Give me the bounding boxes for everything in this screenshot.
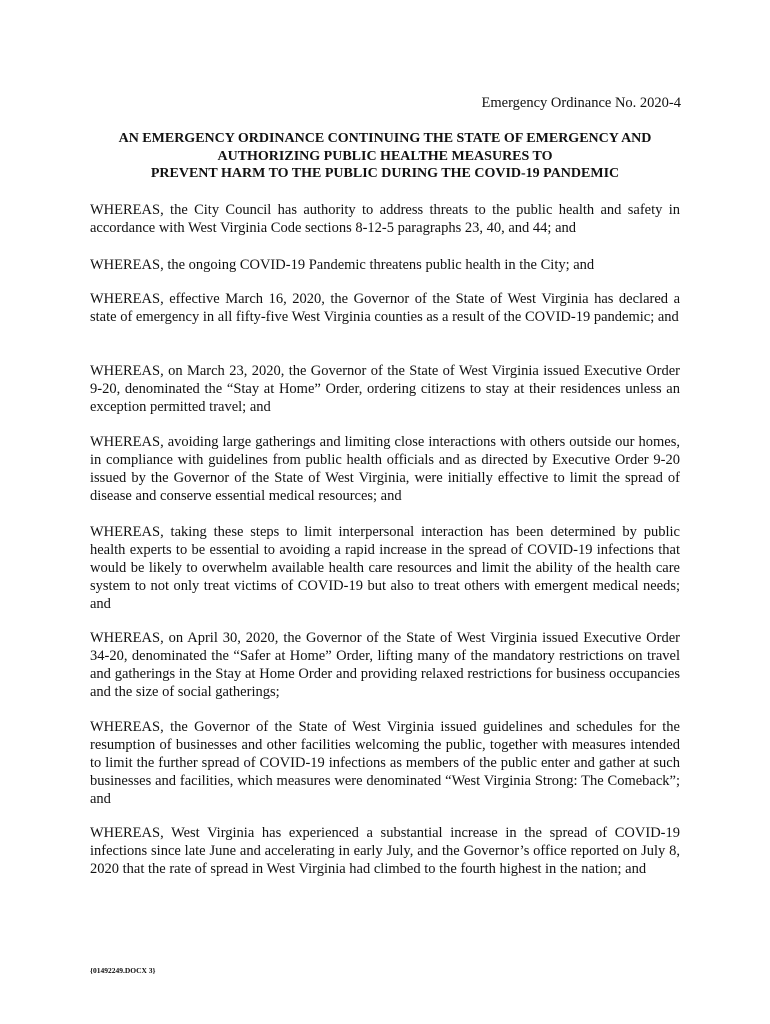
whereas-paragraph-5: WHEREAS, avoiding large gatherings and limiting close interactions with others outside our homes, in compliance with guidelines from public health officials and as directed by Executive Order 9-20 issued by the Governor of the State of West Virginia, were initially effective to limit the spread of disease and conserve essential medical resources; and xyxy=(90,434,680,504)
title-line-3: PREVENT HARM TO THE PUBLIC DURING THE COVID-19 PANDEMIC xyxy=(150,166,620,181)
whereas-paragraph-6: WHEREAS, taking these steps to limit interpersonal interaction has been determined by public health experts to be essential to avoiding a rapid increase in the spread of COVID-19 infections that would be likely to overwhelm available health care resources and limit the ability of the health care system to not only treat victims of COVID-19 but also to treat others with emergent medical needs; and xyxy=(90,524,680,612)
ordinance-number: Emergency Ordinance No. 2020-4 xyxy=(481,95,681,111)
whereas-paragraph-4: WHEREAS, on March 23, 2020, the Governor of the State of West Virginia issued Executive Order 9-20, denominated the “Stay at Home” Order, ordering citizens to stay at their residences unless an exception permitted travel; and xyxy=(90,363,680,415)
whereas-paragraph-1: WHEREAS, the City Council has authority to address threats to the public health and safety in accordance with West Virginia Code sections 8-12-5 paragraphs 23, 40, and 44; and xyxy=(90,202,680,236)
whereas-paragraph-8: WHEREAS, the Governor of the State of West Virginia issued guidelines and schedules for the resumption of businesses and other facilities welcoming the public, together with measures intended to limit the further spread of COVID-19 infections as members of the public enter and gather at such businesses and facilities, which measures were denominated “West Virginia Strong: The Comeback”; and xyxy=(90,719,680,807)
whereas-paragraph-2: WHEREAS, the ongoing COVID-19 Pandemic threatens public health in the City; and xyxy=(90,257,595,273)
ordinance-title xyxy=(90,130,680,183)
whereas-paragraph-3: WHEREAS, effective March 16, 2020, the Governor of the State of West Virginia has declared a state of emergency in all fifty-five West Virginia counties as a result of the COVID-19 pandemic; and xyxy=(90,291,680,325)
title-line-1: AN EMERGENCY ORDINANCE CONTINUING THE STATE OF EMERGENCY AND xyxy=(118,131,652,146)
whereas-paragraph-7: WHEREAS, on April 30, 2020, the Governor of the State of West Virginia issued Executive Order 34-20, denominated the “Safer at Home” Order, lifting many of the mandatory restrictions on travel and gatherings in the Stay at Home Order and providing relaxed restrictions for business occupancies and the size of social gatherings; xyxy=(90,630,680,700)
document-footer-code: {01492249.DOCX 3} xyxy=(90,966,156,975)
whereas-paragraph-9: WHEREAS, West Virginia has experienced a substantial increase in the spread of COVID-19 infections since late June and accelerating in early July, and the Governor’s office reported on July 8, 2020 that the rate of spread in West Virginia had climbed to the fourth highest in the nation; and xyxy=(90,825,680,877)
title-line-2: AUTHORIZING PUBLIC HEALTHE MEASURES TO xyxy=(217,148,553,164)
